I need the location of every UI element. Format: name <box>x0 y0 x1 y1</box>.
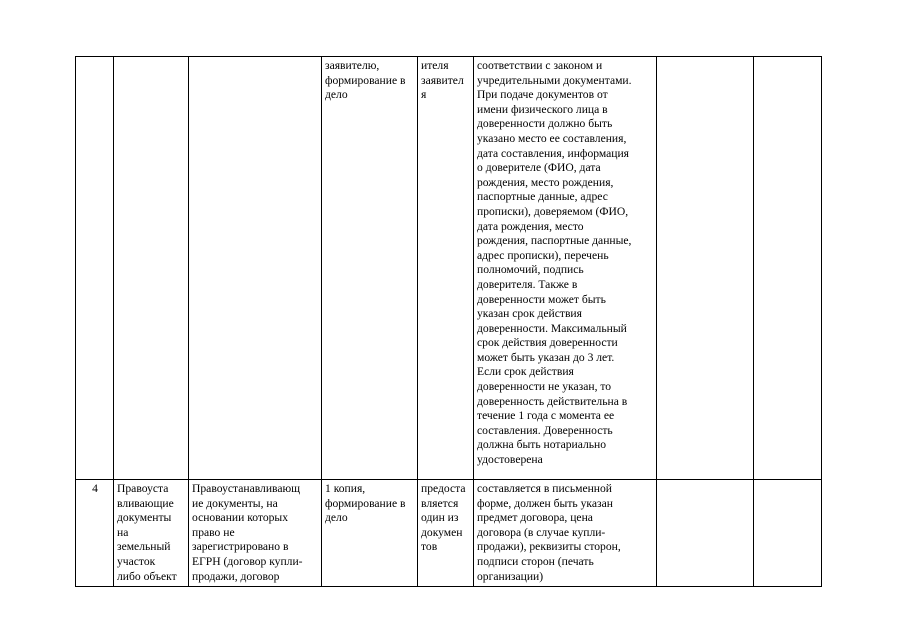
cell-condition: ителя заявител я <box>418 57 474 480</box>
cell-number: 4 <box>76 480 114 587</box>
table-row <box>76 480 822 587</box>
cell-action: заявителю, формирование в дело <box>322 57 418 480</box>
cell-form <box>657 480 754 587</box>
table-row <box>76 57 822 480</box>
cell-condition: предоста вляется один из докумен тов <box>418 480 474 587</box>
cell-action: 1 копия, формирование в дело <box>322 480 418 587</box>
cell-number <box>76 57 114 480</box>
cell-sample <box>754 480 822 587</box>
cell-requirements: составляется в письменной форме, должен быть указан предмет договора, цена договора (в случае купли- продажи), реквизиты сторон, подписи сторон (печать организации) <box>474 480 657 587</box>
cell-requirements: соответствии с законом и учредительными документами. При подаче документов от имени физического лица в доверенности должно быть указано место ее составления, дата составления, информация о доверителе (ФИО, дата рождения, место рождения, паспортные данные, адрес прописки), доверяемом (ФИО, дата рождения, место рождения, паспортные данные, адрес прописки), перечень полномочий, подпись доверителя. Также в доверенности может быть указан срок действия доверенности. Максимальный срок действия доверенности может быть указан до 3 лет. Если срок действия доверенности не указан, то доверенность действительна в течение 1 года с момента ее составления. Доверенность должна быть нотариально удостоверена <box>474 57 657 480</box>
cell-form <box>657 57 754 480</box>
document-table <box>75 56 822 587</box>
cell-sample <box>754 57 822 480</box>
cell-document-kind: Правоустанавливающ ие документы, на основании которых право не зарегистрировано в ЕГРН (договор купли- продажи, договор <box>189 480 322 587</box>
cell-document-name: Правоуста вливающие документы на земельный участок либо объект <box>114 480 189 587</box>
cell-document-kind <box>189 57 322 480</box>
cell-document-name <box>114 57 189 480</box>
